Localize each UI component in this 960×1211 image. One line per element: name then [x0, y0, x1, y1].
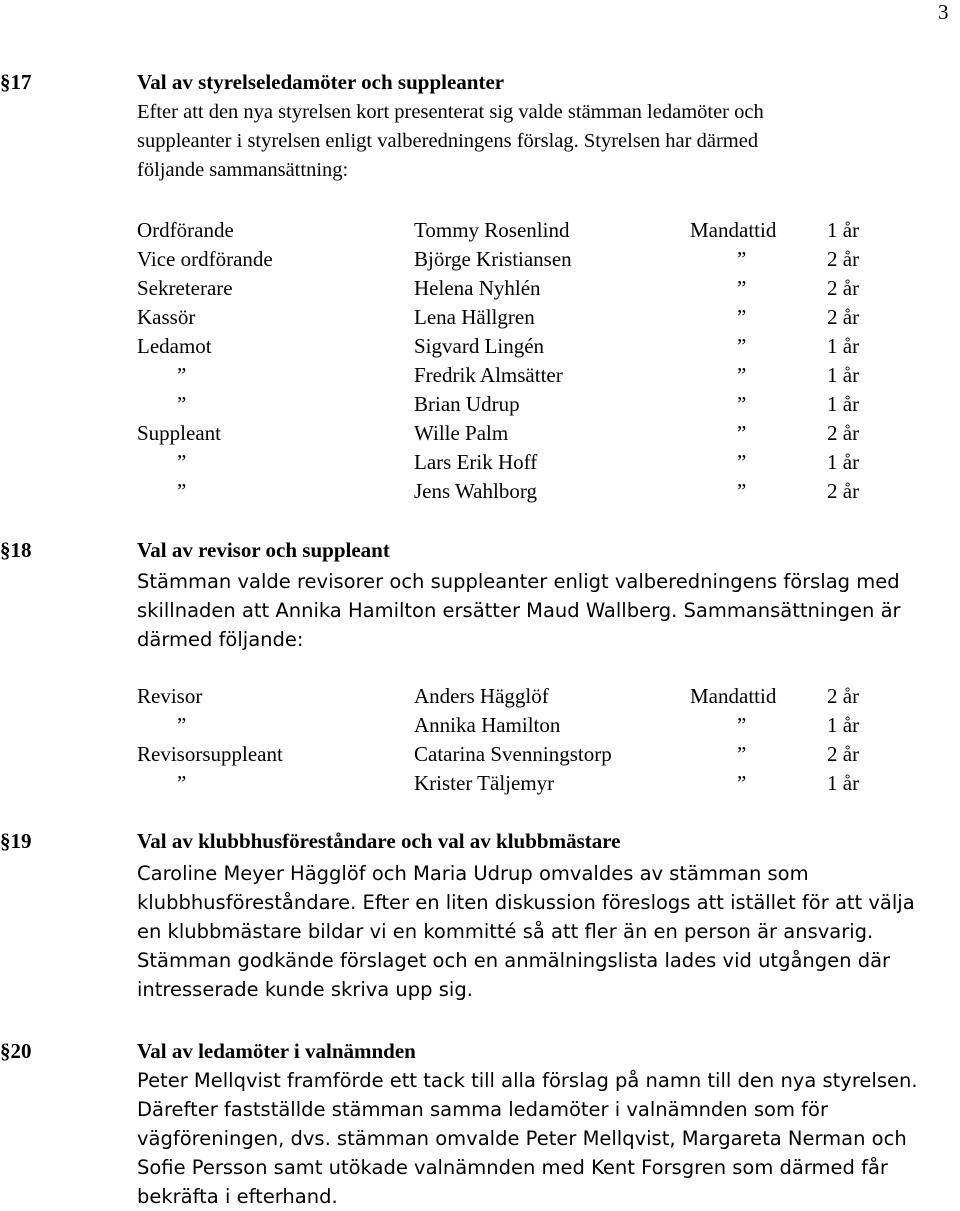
role-cell: Suppleant: [137, 421, 221, 445]
paragraph-line: intresserade kunde skriva upp sig.: [137, 978, 473, 1001]
auditor-table: [137, 682, 897, 798]
role-cell: Vice ordförande: [137, 247, 273, 271]
table-row: [137, 711, 897, 740]
section-paragraph: [137, 567, 937, 654]
term-cell: 2 år: [827, 479, 860, 503]
term-cell: 1 år: [827, 218, 860, 242]
paragraph-line: Caroline Meyer Hägglöf och Maria Udrup omvaldes av stämman som: [137, 862, 809, 885]
section-number: §17: [0, 70, 32, 94]
name-cell: Tommy Rosenlind: [414, 218, 570, 242]
table-row: [137, 216, 897, 245]
section-number: §20: [0, 1039, 32, 1063]
role-cell: Revisorsuppleant: [137, 742, 283, 766]
mandate-cell: ”: [737, 479, 747, 503]
role-cell: ”: [177, 479, 187, 503]
paragraph-line: bekräfta i efterhand.: [137, 1185, 338, 1208]
name-cell: Brian Udrup: [414, 392, 520, 416]
name-cell: Krister Täljemyr: [414, 771, 555, 795]
role-cell: Sekreterare: [137, 276, 233, 300]
name-cell: Helena Nyhlén: [414, 276, 541, 300]
paragraph-line: vägföreningen, dvs. stämman omvalde Peter Mellqvist, Margareta Nerman och: [137, 1127, 907, 1150]
term-cell: 1 år: [827, 713, 860, 737]
term-cell: 1 år: [827, 450, 860, 474]
table-row: [137, 274, 897, 303]
section-title: Val av klubbhusföreståndare och val av klubbmästare: [137, 829, 621, 853]
mandate-cell: Mandattid: [690, 684, 777, 708]
mandate-cell: ”: [737, 742, 747, 766]
role-cell: ”: [177, 713, 187, 737]
role-cell: ”: [177, 771, 187, 795]
mandate-cell: Mandattid: [690, 218, 777, 242]
term-cell: 1 år: [827, 363, 860, 387]
name-cell: Björge Kristiansen: [414, 247, 572, 271]
name-cell: Lars Erik Hoff: [414, 450, 538, 474]
paragraph-line: Efter att den nya styrelsen kort presenterat sig valde stämman ledamöter och: [137, 101, 764, 123]
section-number: §18: [0, 538, 32, 562]
role-cell: ”: [177, 363, 187, 387]
table-row: [137, 419, 897, 448]
role-cell: Kassör: [137, 305, 196, 329]
mandate-cell: ”: [737, 247, 747, 271]
role-cell: Revisor: [137, 684, 203, 708]
term-cell: 2 år: [827, 742, 860, 766]
mandate-cell: ”: [737, 713, 747, 737]
table-row: [137, 477, 897, 506]
mandate-cell: ”: [737, 771, 747, 795]
term-cell: 2 år: [827, 421, 860, 445]
name-cell: Catarina Svenningstorp: [414, 742, 612, 766]
paragraph-line: följande sammansättning:: [137, 159, 349, 181]
term-cell: 2 år: [827, 684, 860, 708]
paragraph-line: klubbhusföreståndare. Efter en liten diskussion föreslogs att istället för att välja: [137, 891, 915, 914]
paragraph-line: Därefter fastställde stämman samma ledamöter i valnämnden som för: [137, 1098, 828, 1121]
mandate-cell: ”: [737, 363, 747, 387]
term-cell: 1 år: [827, 334, 860, 358]
name-cell: Lena Hällgren: [414, 305, 535, 329]
name-cell: Wille Palm: [414, 421, 509, 445]
section-title: Val av ledamöter i valnämnden: [137, 1039, 416, 1063]
section-title: Val av revisor och suppleant: [137, 538, 390, 562]
table-row: [137, 682, 897, 711]
role-cell: ”: [177, 450, 187, 474]
term-cell: 1 år: [827, 771, 860, 795]
mandate-cell: ”: [737, 450, 747, 474]
mandate-cell: ”: [737, 276, 747, 300]
section-title: Val av styrelseledamöter och suppleanter: [137, 70, 505, 94]
name-cell: Jens Wahlborg: [414, 479, 537, 503]
section-paragraph: [137, 1066, 937, 1211]
mandate-cell: ”: [737, 421, 747, 445]
paragraph-line: Stämman godkände förslaget och en anmälningslista lades vid utgången där: [137, 949, 891, 972]
name-cell: Anders Hägglöf: [414, 684, 549, 708]
term-cell: 2 år: [827, 276, 860, 300]
board-table: [137, 216, 897, 506]
paragraph-line: därmed följande:: [137, 628, 304, 651]
section-paragraph: [137, 859, 937, 1004]
role-cell: ”: [177, 392, 187, 416]
table-row: [137, 390, 897, 419]
table-row: [137, 769, 897, 798]
name-cell: Annika Hamilton: [414, 713, 561, 737]
section-paragraph: [137, 98, 937, 185]
page-number: 3: [938, 0, 949, 24]
paragraph-line: Peter Mellqvist framförde ett tack till alla förslag på namn till den nya styrelsen.: [137, 1069, 918, 1092]
table-row: [137, 361, 897, 390]
role-cell: Ledamot: [137, 334, 212, 358]
term-cell: 2 år: [827, 305, 860, 329]
paragraph-line: en klubbmästare bildar vi en kommitté så att fler än en person är ansvarig.: [137, 920, 874, 943]
term-cell: 2 år: [827, 247, 860, 271]
mandate-cell: ”: [737, 392, 747, 416]
name-cell: Fredrik Almsätter: [414, 363, 563, 387]
role-cell: Ordförande: [137, 218, 234, 242]
paragraph-line: Sofie Persson samt utökade valnämnden med Kent Forsgren som därmed får: [137, 1156, 888, 1179]
name-cell: Sigvard Lingén: [414, 334, 545, 358]
table-row: [137, 332, 897, 361]
mandate-cell: ”: [737, 334, 747, 358]
paragraph-line: skillnaden att Annika Hamilton ersätter Maud Wallberg. Sammansättningen är: [137, 599, 901, 622]
section-number: §19: [0, 829, 32, 853]
table-row: [137, 740, 897, 769]
mandate-cell: ”: [737, 305, 747, 329]
paragraph-line: Stämman valde revisorer och suppleanter enligt valberedningens förslag med: [137, 570, 900, 593]
paragraph-line: suppleanter i styrelsen enligt valberedningens förslag. Styrelsen har därmed: [137, 130, 759, 152]
term-cell: 1 år: [827, 392, 860, 416]
table-row: [137, 448, 897, 477]
table-row: [137, 303, 897, 332]
table-row: [137, 245, 897, 274]
